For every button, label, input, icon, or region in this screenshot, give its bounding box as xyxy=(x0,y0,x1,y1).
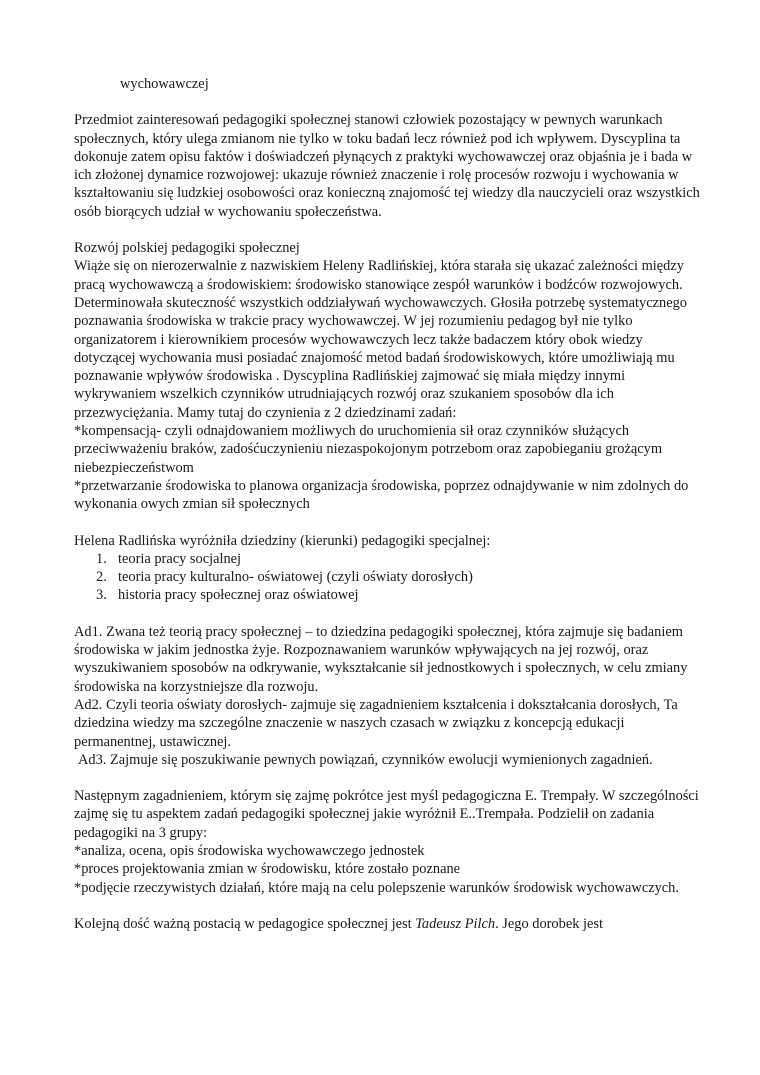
paragraph-ad1: Ad1. Zwana też teorią pracy społecznej – to dziedzina pedagogiki społecznej, która zajmuje się badaniem środowiska w jakim jednostka żyje. Rozpoznawaniem warunków wpływających na jej rozwój, oraz wyszukiwaniem sposobów na odkrywanie, wykształcanie sił jednostkowych i społecznych, w celu zmiany środowiska na korzystniejsze dla rozwoju. xyxy=(74,623,688,695)
list-item-text: teoria pracy socjalnej xyxy=(118,550,242,567)
document-body xyxy=(74,75,704,933)
paragraph-ad2: Ad2. Czyli teoria oświaty dorosłych- zajmuje się zagadnieniem kształcenia i dokształcania dorosłych, Ta dziedzina wiedzy ma szczególne znaczenie w naszych czasach w związku z koncepcją edukacji permanentnej, ustawicznej. xyxy=(74,696,678,750)
paragraph-radlinska-role: Determinowała skuteczność wszystkich oddziaływań wychowawczych. Głosiła potrzebę systematycznego poznawania środowiska w trakcie pracy wychowawczej. W jej rozumieniu pedagog był nie tylko organizatorem i kierownikiem procesów wychowawczych lecz także badaczem który obok wiedzy dotyczącej wychowania musi posiadać znajomość metod badań środowiskowych, które umożliwiają mu poznawanie wpływów środowiska . Dyscyplina Radlińskiej zajmować się miała między innymi wykrywaniem wszelkich czynników utrudniających rozwój oraz szukaniem sposobów dla ich przezwyciężania. Mamy tutaj do czynienia z 2 dziedzinami zadań: xyxy=(74,294,687,421)
list-item-text: historia pracy społecznej oraz oświatowej xyxy=(118,587,359,604)
paragraph-przetwarzanie: *przetwarzanie środowiska to planowa organizacja środowiska, poprzez odnajdywanie w nim zdolnych do wykonania owych zmian sił społecznych xyxy=(74,477,689,513)
list-item xyxy=(74,550,704,568)
paragraph-trempala: Następnym zagadnieniem, którym się zajmę pokrótce jest myśl pedagogiczna E. Trempały. W szczególności zajmę się tu aspektem zadań pedagogiki społecznej jakie wyróżnił E..Trempała. Podzielił on zadania pedagogiki na 3 grupy: xyxy=(74,788,699,841)
list-item-number: 1. xyxy=(96,550,107,567)
list-item-number: 2. xyxy=(96,569,107,586)
list-item-number: 3. xyxy=(96,587,107,604)
paragraph-subject: Przedmiot zainteresowań pedagogiki społecznej stanowi człowiek pozostający w pewnych warunkach społecznych, który ulega zmianom nie tylko w toku badań lecz również pod ich wpływem. Dyscyplina ta dokonuje zatem opisu faktów i doświadczeń płynących z praktyki wychowawczej oraz objaśnia je i bada w ich złożonej dynamice rozwojowej: ukazuje również znaczenie i rolę procesów rozwoju i wychowania w kształtowaniu się ludzkiej osobowości oraz konieczną znajomość tej wiedzy dla nauczycieli oraz wszystkich osób biorących udział w wychowaniu społeczeństwa. xyxy=(74,112,700,220)
list-item-text: teoria pracy kulturalno- oświatowej (czyli oświaty dorosłych) xyxy=(118,569,473,586)
list-item xyxy=(74,568,704,586)
paragraph-radlinska-intro: Wiąże się on nierozerwalnie z nazwiskiem Heleny Radlińskiej, która starała się ukazać zależności między pracą wychowawczą a środowiskiem: środowisko stanowiące zespół warunków i bodźców rozwojowych. xyxy=(74,258,684,293)
pilch-name: Tadeusz Pilch xyxy=(415,915,496,932)
continued-word: wychowawczej xyxy=(120,76,209,92)
paragraph-ad3: Ad3. Zajmuje się poszukiwanie pewnych powiązań, czynników ewolucji wymienionych zagadnień. xyxy=(78,751,653,768)
section-heading-radlinska: Rozwój polskiej pedagogiki społecznej xyxy=(74,240,300,257)
numbered-list xyxy=(74,550,704,605)
paragraph-dziedziny: Helena Radlińska wyróżniła dziedziny (kierunki) pedagogiki specjalnej: xyxy=(74,532,491,549)
task-item-analiza: *analiza, ocena, opis środowiska wychowawczego jednostek xyxy=(74,842,425,859)
task-item-dzialania: *podjęcie rzeczywistych działań, które mają na celu polepszenie warunków środowisk wychowawczych. xyxy=(74,879,679,896)
paragraph-kompensacja: *kompensacją- czyli odnajdowaniem możliwych do uruchomienia sił oraz czynników służących przeciwważeniu braków, zadośćuczynieniu niezaspokojonym potrzebom oraz zapobieganiu grożącym niebezpieczeństwom xyxy=(74,423,663,476)
task-item-projektowanie: *proces projektowania zmian w środowisku, które zostało poznane xyxy=(74,861,461,878)
paragraph-pilch xyxy=(74,915,704,933)
list-item xyxy=(74,586,704,604)
pilch-text-before: Kolejną dość ważną postacią w pedagogice społecznej jest xyxy=(74,915,416,932)
pilch-text-after: . Jego dorobek jest xyxy=(495,915,603,932)
